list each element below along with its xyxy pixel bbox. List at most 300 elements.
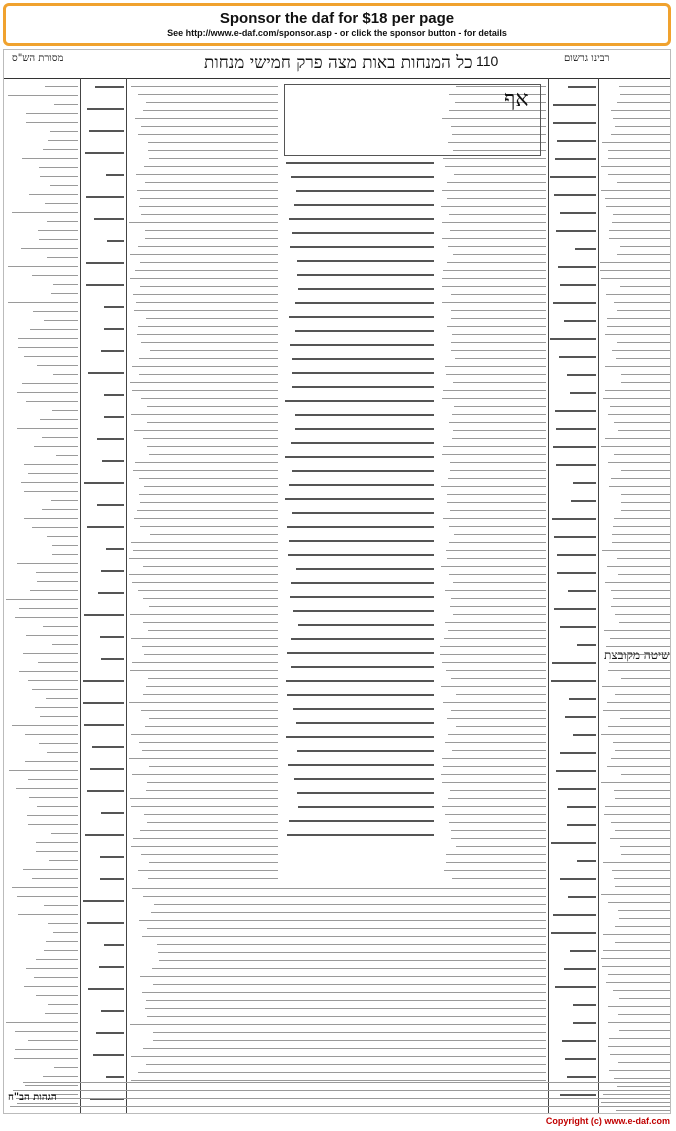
text-line: [619, 918, 670, 919]
text-line: [138, 1072, 546, 1073]
text-line: [146, 318, 278, 319]
text-line: [287, 652, 434, 654]
text-line: [551, 932, 596, 934]
text-line: [550, 338, 596, 340]
text-line: [565, 716, 596, 718]
text-line: [573, 734, 596, 736]
column-divider: [598, 78, 599, 1114]
text-line: [28, 779, 78, 780]
text-line: [28, 824, 78, 825]
text-line: [106, 548, 124, 550]
text-line: [43, 1076, 78, 1077]
text-line: [131, 806, 278, 807]
text-line: [132, 888, 546, 889]
text-line: [144, 814, 278, 815]
text-line: [101, 570, 124, 572]
text-line: [42, 437, 78, 438]
text-line: [143, 622, 278, 623]
text-line: [620, 718, 670, 719]
text-line: [448, 478, 546, 479]
text-line: [19, 671, 78, 672]
text-line: [445, 590, 546, 591]
text-line: [138, 134, 278, 135]
text-line: [47, 752, 78, 753]
text-line: [608, 726, 670, 727]
text-line: [39, 167, 78, 168]
text-line: [150, 350, 278, 351]
text-line: [100, 856, 124, 858]
text-line: [16, 788, 78, 789]
text-line: [104, 944, 124, 946]
sponsor-banner-title: Sponsor the daf for $18 per page: [219, 10, 455, 27]
text-line: [131, 86, 278, 87]
text-line: [553, 302, 596, 304]
text-line: [573, 482, 596, 484]
text-line: [550, 176, 596, 178]
text-line: [454, 174, 546, 175]
talmud-page: [3, 49, 671, 1114]
text-line: [146, 790, 278, 791]
text-line: [288, 764, 434, 766]
text-line: [604, 814, 670, 815]
text-line: [608, 1046, 670, 1047]
text-line: [453, 582, 546, 583]
text-line: [144, 486, 278, 487]
text-line: [84, 724, 124, 726]
text-line: [23, 1082, 670, 1083]
text-line: [147, 782, 278, 783]
text-line: [39, 743, 78, 744]
text-line: [601, 782, 670, 783]
text-line: [610, 638, 670, 639]
text-line: [441, 206, 546, 207]
text-line: [86, 262, 124, 264]
text-line: [441, 486, 546, 487]
text-line: [131, 1056, 546, 1057]
text-line: [556, 770, 596, 772]
text-line: [54, 1067, 78, 1068]
text-line: [146, 102, 278, 103]
text-line: [25, 734, 78, 735]
lower-commentary-block: [128, 886, 546, 1086]
text-line: [148, 678, 278, 679]
text-line: [564, 320, 596, 322]
text-line: [286, 162, 434, 164]
text-line: [6, 1022, 78, 1023]
text-line: [613, 990, 670, 991]
text-line: [605, 438, 670, 439]
text-line: [289, 820, 434, 822]
text-line: [104, 394, 124, 396]
text-line: [138, 246, 278, 247]
text-line: [292, 386, 434, 388]
text-line: [619, 86, 670, 87]
text-line: [610, 1054, 670, 1055]
text-line: [134, 430, 278, 431]
text-line: [54, 104, 78, 105]
text-line: [608, 1022, 670, 1023]
text-line: [601, 894, 670, 895]
text-line: [577, 860, 596, 862]
text-line: [83, 680, 124, 682]
text-line: [24, 356, 78, 357]
text-line: [145, 1008, 546, 1009]
text-line: [46, 941, 78, 942]
text-line: [37, 806, 78, 807]
text-line: [447, 326, 546, 327]
text-line: [560, 626, 596, 628]
text-line: [621, 470, 670, 471]
text-line: [298, 806, 434, 808]
text-line: [153, 984, 546, 985]
text-line: [36, 851, 78, 852]
text-line: [450, 462, 546, 463]
text-line: [45, 86, 78, 87]
text-line: [42, 509, 78, 510]
text-line: [52, 554, 78, 555]
text-line: [443, 446, 546, 447]
text-line: [132, 774, 278, 775]
text-line: [129, 222, 278, 223]
text-line: [451, 838, 546, 839]
column-divider: [126, 78, 127, 1114]
text-line: [19, 608, 78, 609]
text-line: [139, 358, 278, 359]
text-line: [451, 678, 546, 679]
text-line: [446, 670, 546, 671]
text-line: [135, 462, 278, 463]
text-line: [617, 254, 670, 255]
text-line: [451, 294, 546, 295]
text-line: [608, 462, 670, 463]
text-line: [139, 494, 278, 495]
text-line: [101, 1010, 124, 1012]
text-line: [158, 952, 546, 953]
text-line: [143, 598, 278, 599]
text-line: [565, 1058, 596, 1060]
text-line: [605, 334, 670, 335]
text-line: [289, 484, 434, 486]
text-line: [147, 1016, 546, 1017]
text-line: [87, 108, 124, 110]
text-line: [600, 270, 670, 271]
text-line: [602, 966, 670, 967]
text-line: [30, 329, 78, 330]
text-line: [452, 334, 546, 335]
text-line: [445, 166, 546, 167]
text-line: [130, 798, 278, 799]
text-line: [133, 838, 278, 839]
text-line: [554, 536, 596, 538]
text-line: [570, 392, 596, 394]
text-line: [143, 566, 278, 567]
text-line: [25, 761, 78, 762]
text-line: [32, 689, 78, 690]
text-line: [619, 622, 670, 623]
text-line: [608, 414, 670, 415]
text-line: [295, 330, 434, 332]
text-line: [87, 790, 124, 792]
text-line: [131, 846, 278, 847]
text-line: [615, 750, 670, 751]
text-line: [90, 768, 124, 770]
text-line: [140, 502, 278, 503]
text-line: [608, 150, 670, 151]
text-line: [456, 846, 546, 847]
text-line: [295, 302, 434, 304]
text-line: [18, 914, 78, 915]
text-line: [612, 870, 670, 871]
text-line: [614, 422, 670, 423]
text-line: [611, 758, 670, 759]
text-line: [567, 1076, 596, 1078]
text-line: [612, 534, 670, 535]
text-line: [147, 928, 546, 929]
text-line: [17, 392, 78, 393]
text-line: [131, 414, 278, 415]
text-line: [130, 278, 278, 279]
text-line: [293, 708, 434, 710]
text-line: [450, 790, 546, 791]
text-line: [610, 838, 670, 839]
text-line: [295, 428, 434, 430]
text-line: [292, 372, 434, 374]
text-line: [607, 702, 670, 703]
text-line: [100, 878, 124, 880]
text-line: [442, 758, 546, 759]
text-line: [621, 854, 670, 855]
text-line: [449, 542, 546, 543]
text-line: [442, 662, 546, 663]
text-line: [44, 905, 78, 906]
text-line: [450, 230, 546, 231]
text-line: [291, 176, 434, 178]
text-line: [621, 382, 670, 383]
text-line: [104, 306, 124, 308]
text-line: [617, 310, 670, 311]
text-line: [10, 1106, 670, 1107]
text-line: [8, 302, 78, 303]
text-line: [448, 734, 546, 735]
text-line: [51, 293, 78, 294]
text-line: [149, 454, 278, 455]
text-line: [293, 610, 434, 612]
text-line: [568, 590, 596, 592]
text-line: [130, 1024, 546, 1025]
text-line: [554, 194, 596, 196]
text-line: [101, 658, 124, 660]
text-line: [452, 750, 546, 751]
text-line: [148, 878, 278, 879]
text-line: [148, 630, 278, 631]
text-line: [291, 442, 434, 444]
text-line: [443, 270, 546, 271]
text-line: [143, 694, 278, 695]
text-line: [129, 702, 278, 703]
text-line: [443, 390, 546, 391]
text-line: [154, 904, 546, 905]
text-line: [449, 214, 546, 215]
text-line: [442, 398, 546, 399]
text-line: [12, 725, 78, 726]
text-line: [601, 958, 670, 959]
text-line: [140, 976, 546, 977]
text-line: [32, 527, 78, 528]
text-line: [101, 812, 124, 814]
text-line: [133, 470, 278, 471]
text-line: [83, 702, 124, 704]
text-line: [614, 790, 670, 791]
text-line: [573, 1004, 596, 1006]
text-line: [129, 758, 278, 759]
text-line: [288, 554, 434, 556]
text-line: [28, 473, 78, 474]
text-line: [442, 278, 546, 279]
text-line: [138, 870, 278, 871]
text-line: [615, 942, 670, 943]
text-line: [145, 230, 278, 231]
text-line: [601, 446, 670, 447]
copyright-notice[interactable]: Copyright (c) www.e-daf.com: [545, 1116, 670, 1126]
text-line: [296, 190, 434, 192]
text-line: [558, 788, 596, 790]
text-line: [611, 606, 670, 607]
text-line: [621, 502, 670, 503]
text-line: [607, 326, 670, 327]
text-line: [97, 438, 124, 440]
text-line: [451, 830, 546, 831]
text-line: [447, 494, 546, 495]
text-line: [87, 922, 124, 924]
text-line: [139, 742, 278, 743]
text-line: [13, 1090, 670, 1091]
text-line: [292, 470, 434, 472]
text-line: [294, 778, 434, 780]
text-line: [28, 1040, 78, 1041]
text-line: [291, 582, 434, 584]
text-line: [292, 358, 434, 360]
text-line: [36, 572, 78, 573]
text-line: [89, 130, 124, 132]
text-line: [140, 526, 278, 527]
text-line: [147, 822, 278, 823]
text-line: [137, 334, 278, 335]
text-line: [612, 542, 670, 543]
text-line: [455, 358, 546, 359]
text-line: [287, 694, 434, 696]
text-line: [143, 438, 278, 439]
text-line: [152, 968, 546, 969]
text-line: [557, 140, 596, 142]
text-line: [603, 862, 670, 863]
text-line: [619, 1030, 670, 1031]
text-line: [26, 113, 78, 114]
text-line: [149, 158, 278, 159]
text-line: [15, 1049, 78, 1050]
text-line: [48, 1004, 78, 1005]
text-line: [85, 834, 124, 836]
text-line: [560, 284, 596, 286]
text-line: [21, 248, 78, 249]
column-divider: [548, 78, 549, 1114]
text-line: [47, 257, 78, 258]
text-line: [130, 614, 278, 615]
text-line: [449, 422, 546, 423]
text-line: [448, 630, 546, 631]
text-line: [87, 526, 124, 528]
text-line: [102, 460, 124, 462]
sponsor-banner[interactable]: [3, 3, 671, 46]
text-line: [137, 510, 278, 511]
text-line: [452, 414, 546, 415]
text-line: [445, 742, 546, 743]
text-line: [106, 174, 124, 176]
text-line: [618, 430, 670, 431]
text-line: [53, 932, 78, 933]
text-line: [449, 822, 546, 823]
text-line: [141, 342, 278, 343]
text-line: [44, 950, 78, 951]
text-line: [560, 752, 596, 754]
text-line: [441, 774, 546, 775]
text-line: [606, 982, 670, 983]
text-line: [453, 430, 546, 431]
text-line: [612, 350, 670, 351]
text-line: [16, 1098, 670, 1099]
text-line: [575, 248, 596, 250]
text-line: [615, 694, 670, 695]
text-line: [9, 770, 78, 771]
text-line: [609, 1070, 670, 1071]
text-line: [601, 278, 670, 279]
text-line: [47, 536, 78, 537]
text-line: [21, 482, 78, 483]
text-line: [40, 176, 78, 177]
text-line: [99, 966, 124, 968]
column-divider: [80, 78, 81, 1114]
text-line: [149, 766, 278, 767]
text-line: [47, 221, 78, 222]
text-line: [440, 654, 546, 655]
text-line: [49, 860, 78, 861]
text-line: [86, 284, 124, 286]
sponsor-banner-subtitle[interactable]: See http://www.e-daf.com/sponsor.asp - or click the sponsor button - for details: [167, 28, 507, 38]
text-line: [142, 936, 546, 937]
rabbeinu-gershom-label: רבינו גרשום: [564, 53, 610, 64]
text-line: [620, 246, 670, 247]
text-line: [618, 910, 670, 911]
text-line: [147, 446, 278, 447]
text-line: [138, 94, 278, 95]
text-line: [107, 240, 124, 242]
text-line: [552, 518, 596, 520]
text-line: [33, 311, 78, 312]
text-line: [129, 574, 278, 575]
text-line: [608, 974, 670, 975]
text-line: [615, 926, 670, 927]
text-line: [605, 806, 670, 807]
text-line: [601, 166, 670, 167]
text-line: [453, 614, 546, 615]
text-line: [37, 581, 78, 582]
text-line: [297, 792, 434, 794]
text-line: [148, 142, 278, 143]
text-line: [149, 606, 278, 607]
text-line: [289, 218, 434, 220]
text-line: [551, 680, 596, 682]
text-line: [34, 446, 78, 447]
text-line: [447, 262, 546, 263]
